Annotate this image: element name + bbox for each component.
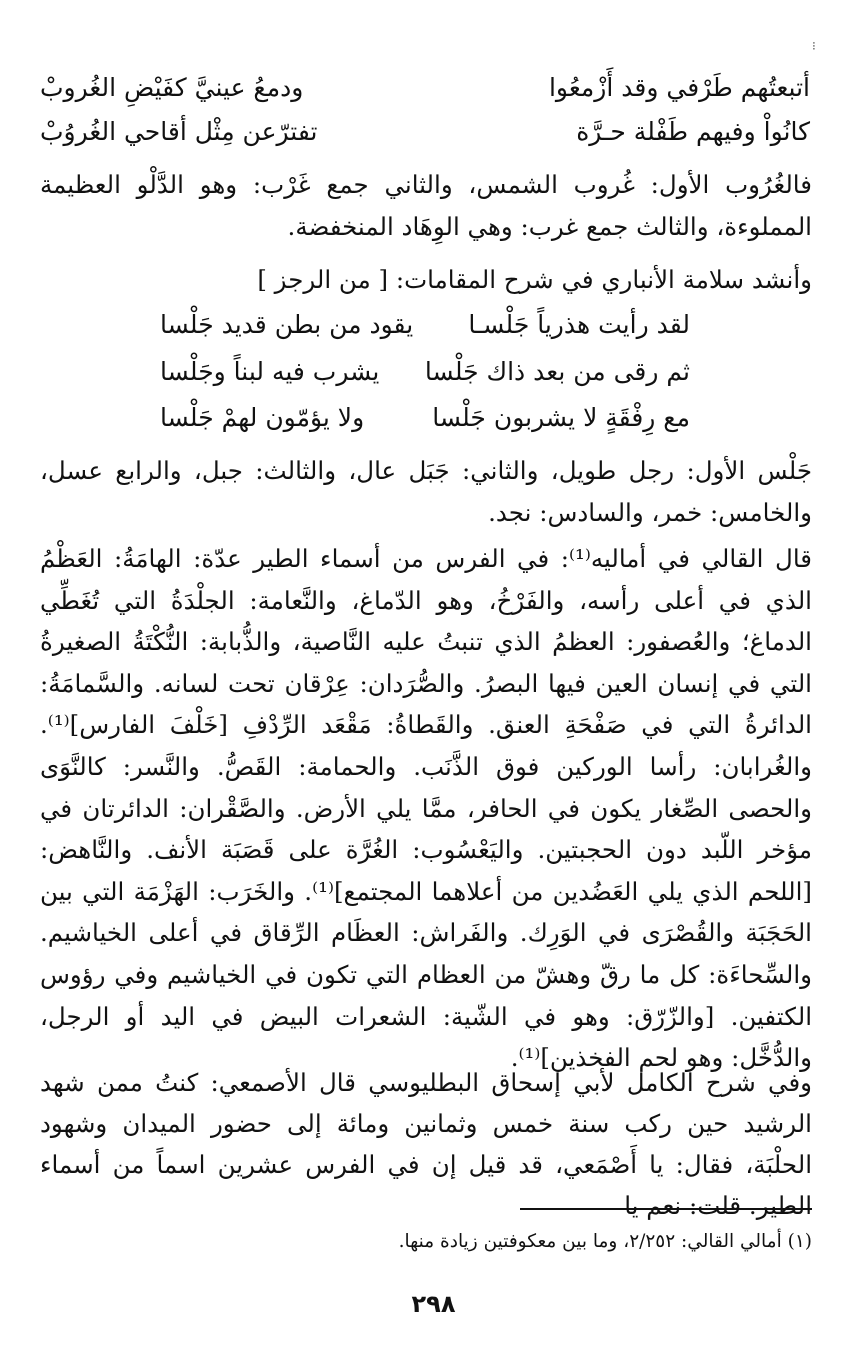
verse-line [160, 305, 690, 345]
verse-line [40, 112, 810, 152]
paragraph-qali: قال القالي في أماليه⁽¹⁾: في الفرس من أسماء الطير عدّة: الهامَةُ: العَظْمُ الذي في أعلى رأسه، والفَرْخُ، وهو الدّماغ، والنَّعامة: الجلْدَةُ التي تُغَطِّي الدماغ؛ والعُصفور: العظمُ الذي تنبتُ عليه النَّاصية، والذُّبابة: النُّكْتَةُ الصغيرةُ التي في إنسان العين فيها البصرُ. والصُّرَدان: عِرْقان تحت لسانه. والسَّمامَةُ: الدائرةُ التي في صَفْحَةِ العنق. والقَطاةُ: مَقْعَد الرِّدْفِ [خَلْفَ الفارس]⁽¹⁾. والغُرابان: رأسا الوركين فوق الذَّنَب. والحمامة: القَصُّ. والنَّسر: كالنَّوَى والحصى الصِّغار يكون في الحافر، ممَّا يلي الأرض. والصَّقْران: الدائرتان في مؤخر اللّبد دون الحجبتين. واليَعْسُوب: الغُرَّة على قَصَبَة الأنف. والنَّاهض: [اللحم الذي يلي العَضُدين من أعلاهما المجتمع]⁽¹⁾. والخَرَب: الهَزْمَة التي بين الحَجَبَة والقُصْرَى في الوَرِك. والفَراش: العظَام الرِّقاق في أعلى الخياشيم. والسِّحاءَة: كل ما رقّ وهشّ من العظام التي تكون في الخياشيم وفي رؤوس الكتفين. [والزّرّق: وهو في الشّية: الشعرات البيض في اليد أو الرجل، والدُّخَّل: وهو لحم الفخذين]⁽¹⁾. [40, 544, 812, 1073]
verse-first-hemistich: ثم رقى من بعد ذاك جَلْسا [424, 357, 690, 386]
paragraph-jals: جَلْس الأول: رجل طويل، والثاني: جَبَل عال، والثالث: جبل، والرابع عسل، والخامس: خمر، والسادس: نجد. [40, 456, 812, 527]
verse-first-hemistich: أتبعتُهم طَرْفي وقد أَزْمعُوا [548, 73, 810, 102]
verse-second-hemistich: يشرب فيه لبناً وجَلْسا [160, 357, 380, 386]
verse-first-hemistich: مع رِفْقَةٍ لا يشربون جَلْسا [432, 403, 690, 432]
verse-first-hemistich: كانُواْ وفيهم طَفْلة حـرَّة [576, 117, 810, 146]
verse-second-hemistich: ولا يؤمّون لهمْ جَلْسا [160, 403, 365, 432]
paragraph-kamil: وفي شرح الكامل لأبي إسحاق البطليوسي قال الأصمعي: كنتُ ممن شهد الرشيد حين ركب سنة خمس وثمانين ومائة إلى حضور الميدان وشهود الحلْبَة، فقال: يا أَصْمَعي، قد قيل إن في الفرس عشرين اسماً من أسماء الطير. قلت: نعم يا [40, 1068, 812, 1220]
corner-mark: ⁝ [812, 39, 816, 53]
verse-second-hemistich: تفترّعن مِثْل أقاحي الغُروُبْ [40, 117, 318, 146]
footnote: (١) أمالي القالي: ٢/٢٥٢، وما بين معكوفتين زيادة منها. [398, 1231, 812, 1252]
verse-line [160, 352, 690, 392]
paragraph-anbari-intro: وأنشد سلامة الأنباري في شرح المقامات: [ من الرجز ] [257, 265, 812, 294]
verse-first-hemistich: لقد رأيت هذرياً جَلْسـا [468, 310, 690, 339]
verse-line [160, 398, 690, 438]
verse-line [40, 68, 810, 108]
footnote-separator [520, 1208, 812, 1210]
page-number: ٢٩٨ [411, 1290, 456, 1318]
paragraph-ghurub: فالغُرُوب الأول: غُروب الشمس، والثاني جمع غَرْب: وهو الدَّلْو العظيمة المملوءة، والثالث جمع غرب: وهي الوِهَاد المنخفضة. [40, 170, 812, 241]
verse-second-hemistich: ودمعُ عينيَّ كفَيْضِ الغُروبْ [40, 73, 304, 102]
verse-second-hemistich: يقود من بطن قديد جَلْسا [160, 310, 414, 339]
